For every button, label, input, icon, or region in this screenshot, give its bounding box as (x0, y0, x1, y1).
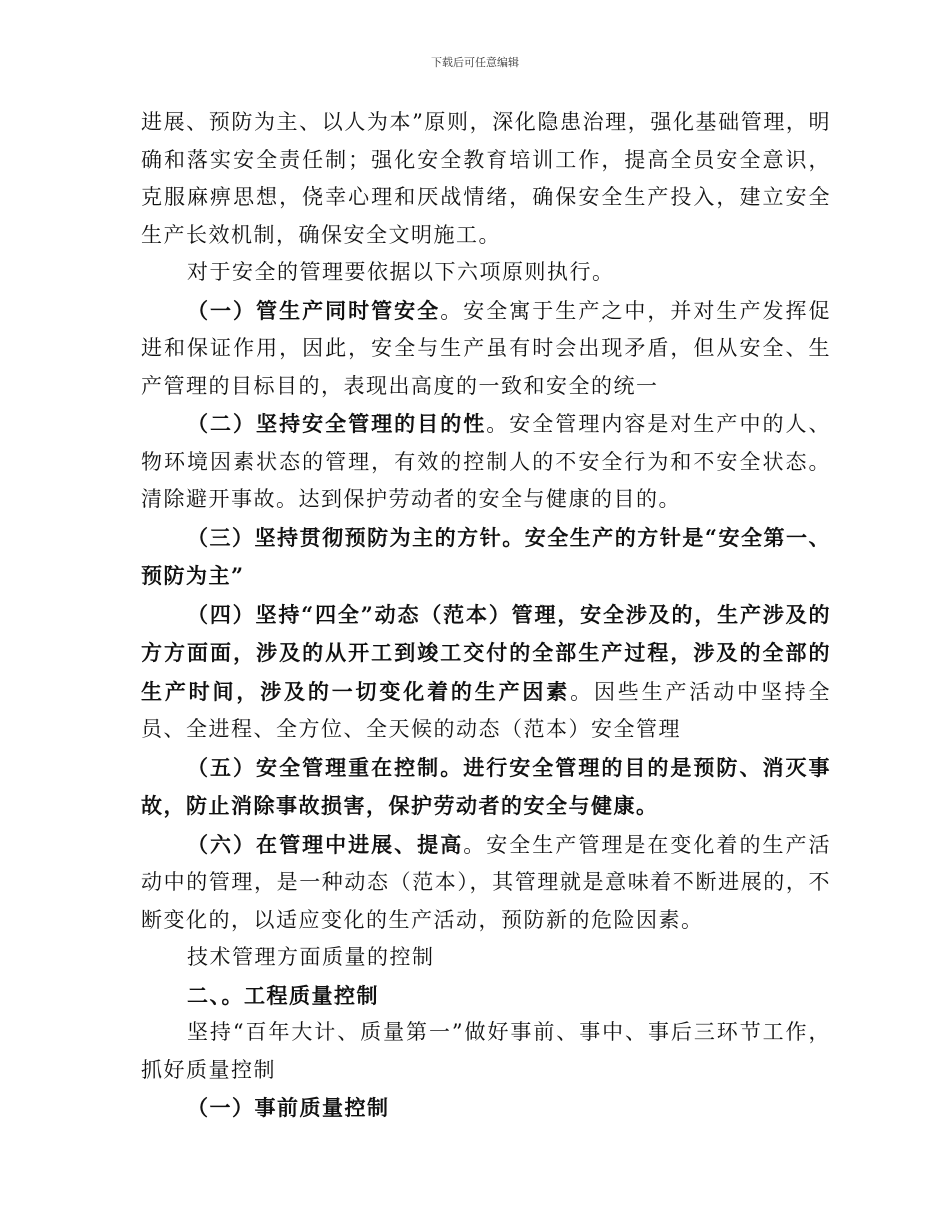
principle-6-heading: （六）在管理中进展、提高 (187, 831, 464, 857)
paragraph-principle-6 (141, 826, 831, 940)
principle-5-heading: （五）安全管理重在控制。进行安全管理的目的是预防、消灭事故，防止消除事故损害，保护劳动者的安全与健康。 (141, 754, 831, 818)
paragraph-principle-2 (141, 405, 831, 519)
paragraph-safety-principles-intro: 进展、预防为主、以人为本”原则，深化隐患治理，强化基础管理，明确和落实安全责任制；强化安全教育培训工作，提高全员安全意识，克服麻痹思想，侥幸心理和厌战情绪，确保安全生产投入，建立安全生产长效机制，确保安全文明施工。 (141, 110, 831, 247)
principle-2-text: 。安全管理内容是对生产中的人、物环境因素状态的管理，有效的控制人的不安全行为和不安全状态。清除避开事故。达到保护劳动者的安全与健康的目的。 (141, 412, 832, 511)
principle-3-heading: （三）坚持贯彻预防为主的方针。安全生产的方针是“安全第一、预防为主” (141, 524, 831, 588)
subsection-heading-pre-quality-control: （一）事前质量控制 (187, 1095, 390, 1120)
principle-6-text: 。安全生产管理是在变化着的生产活动中的管理，是一种动态（范本），其管理就是意味着不断进展的，不断变化的，以适应变化的生产活动，预防新的危险因素。 (141, 832, 832, 932)
principle-1-heading: （一）管生产同时管安全 (187, 297, 441, 323)
page-header: 下载后可任意编辑 (431, 56, 519, 69)
paragraph-principle-3 (141, 519, 831, 596)
paragraph-principle-1 (141, 292, 831, 406)
paragraph-principle-5 (141, 749, 831, 826)
section-heading-quality-control: 二、。工程质量控制 (187, 982, 379, 1008)
paragraph-principle-4 (141, 596, 831, 749)
principle-2-heading: （二）坚持安全管理的目的性 (187, 411, 487, 436)
principle-4-heading: （四）坚持“四全”动态（范本）管理，安全涉及的，生产涉及的方方面面，涉及的从开工到竣工交付的全部生产过程，涉及的全部的生产时间，涉及的一切变化着的生产因素 (141, 601, 831, 704)
principle-1-text: 。安全寓于生产之中，并对生产发挥促进和保证作用，因此，安全与生产虽有时会出现矛盾，但从安全、生产管理的目标目的，表现出高度的一致和安全的统一 (141, 298, 831, 398)
principle-4-text: 。因些生产活动中坚持全员、全进程、全方位、全天候的动态（范本）安全管理 (141, 679, 832, 741)
document-body (141, 104, 831, 1127)
paragraph-quality-control-intro: 坚持“百年大计、质量第一”做好事前、事中、事后三环节工作，抓好质量控制 (141, 1020, 831, 1082)
paragraph-six-principles-lead: 对于安全的管理要依据以下六项原则执行。 (187, 260, 615, 284)
paragraph-technical-management: 技术管理方面质量的控制 (187, 945, 435, 969)
